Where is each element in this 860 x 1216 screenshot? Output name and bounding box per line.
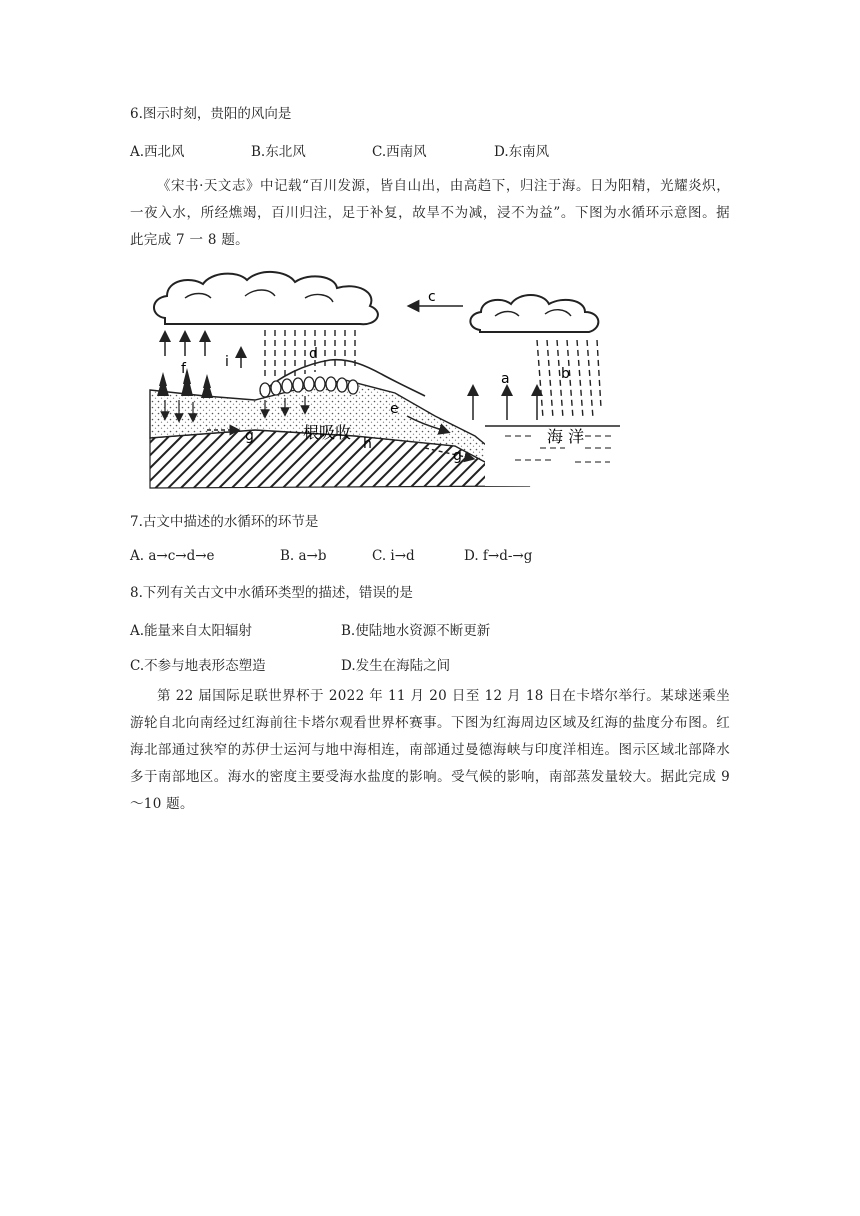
q6-option-b: B.东北风	[251, 144, 306, 160]
arrows-a	[473, 390, 537, 420]
q7-option-a: A. a→c→d→e	[130, 548, 215, 564]
label-a: a	[501, 371, 510, 387]
q8-option-d: D.发生在海陆之间	[341, 658, 451, 674]
label-g-left: g	[245, 428, 254, 444]
label-h: h	[363, 436, 372, 452]
label-c: c	[428, 289, 436, 305]
question-8-stem: 8.下列有关古文中水循环类型的描述，错误的是	[130, 585, 413, 601]
q8-option-c: C.不参与地表形态塑造	[130, 658, 266, 674]
q8-option-a: A.能量来自太阳辐射	[130, 623, 253, 639]
water-cycle-diagram	[145, 268, 625, 493]
label-ocean: 海 洋	[547, 427, 585, 446]
q6-option-a: A.西北风	[130, 144, 185, 160]
arrows-f	[165, 336, 205, 356]
label-d: d	[309, 346, 318, 362]
label-i: i	[225, 354, 229, 370]
question-7-stem: 7.古文中描述的水循环的环节是	[130, 514, 319, 530]
q7-option-d: D. f→d-→g	[464, 548, 533, 564]
label-g-right: g	[453, 448, 462, 464]
label-f: f	[181, 361, 186, 377]
q6-option-c: C.西南风	[372, 144, 427, 160]
label-b: b	[561, 366, 570, 382]
label-root-absorption: 根吸收	[303, 423, 352, 442]
cloud-right	[470, 295, 598, 332]
q8-option-b: B.使陆地水资源不断更新	[341, 623, 491, 639]
q6-option-d: D.东南风	[494, 144, 550, 160]
q7-option-c: C. i→d	[372, 548, 415, 564]
passage-song-shu: 《宋书·天文志》中记载“百川发源，皆自山出，由高趋下，归注于海。日为阳精，光耀炎炽，一夜入水，所经燋竭，百川归注，足于补复，故旱不为减，浸不为益”。下图为水循环示意图。据此完成 7 一 8 题。	[130, 178, 730, 248]
question-6-stem: 6.图示时刻，贵阳的风向是	[130, 106, 292, 122]
q7-option-b: B. a→b	[280, 548, 327, 564]
passage-world-cup-red-sea: 第 22 届国际足联世界杯于 2022 年 11 月 20 日至 12 月 18 日在卡塔尔举行。某球迷乘坐游轮自北向南经过红海前往卡塔尔观看世界杯赛事。下图为红海周边区域及红海的盐度分布图。红海北部通过狭窄的苏伊士运河与地中海相连，南部通过曼德海峡与印度洋相连。图示区域北部降水多于南部地区。海水的密度主要受海水盐度的影响。受气候的影响，南部蒸发量较大。据此完成 9～10 题。	[130, 688, 730, 812]
cloud-left	[154, 272, 378, 324]
label-e: e	[390, 401, 399, 417]
